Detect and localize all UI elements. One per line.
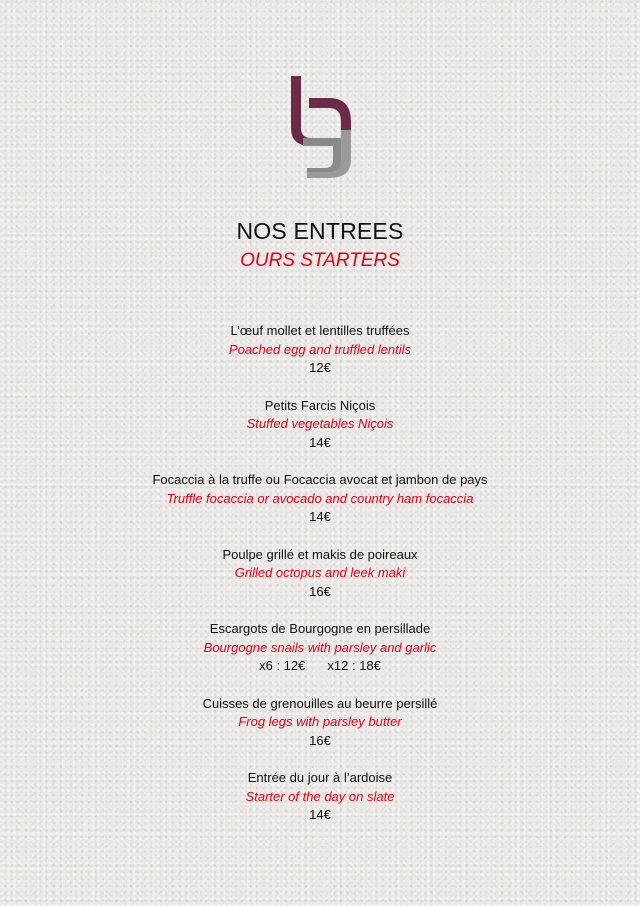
dish-price: 14€ — [309, 807, 331, 822]
dish-name-fr: Focaccia à la truffe ou Focaccia avocat et jambon de pays — [152, 472, 488, 487]
dish-name-fr: Petits Farcis Niçois — [264, 397, 376, 413]
dish-name-en: Grilled octopus and leek maki — [234, 565, 406, 580]
dish-name-fr: Entrée du jour à l’ardoise — [247, 770, 393, 785]
lg-logo-icon — [285, 76, 357, 178]
page-subtitle: OURS STARTERS — [240, 250, 400, 271]
dish-price: 16€ — [309, 583, 331, 599]
menu-item — [0, 397, 640, 472]
page-title: NOS ENTREES — [236, 218, 404, 244]
starters-list — [0, 322, 640, 844]
dish-name-en: Bourgogne snails with parsley and garlic — [203, 639, 437, 655]
dish-name-en: Truffle focaccia or avocado and country ham focaccia — [166, 490, 474, 506]
dish-price-small: x6 : 12€ — [259, 658, 306, 673]
dish-price: 14€ — [309, 509, 331, 524]
dish-name-fr: Escargots de Bourgogne en persillade — [209, 621, 431, 636]
menu-item — [0, 322, 640, 397]
dish-price-large: x12 : 18€ — [327, 658, 381, 673]
dish-price: 16€ — [309, 732, 331, 748]
dish-price: 14€ — [309, 434, 331, 450]
dish-price: 12€ — [309, 360, 331, 375]
menu-item — [0, 769, 640, 844]
dish-name-fr: Poulpe grillé et makis de poireaux — [222, 546, 418, 562]
dish-price-options — [0, 657, 640, 676]
menu-item — [0, 546, 640, 621]
dish-name-en: Starter of the day on slate — [245, 788, 395, 804]
menu-item — [0, 471, 640, 546]
dish-name-en: Poached egg and truffled lentils — [228, 341, 412, 357]
menu-headings — [0, 214, 640, 274]
dish-name-en: Frog legs with parsley butter — [238, 714, 402, 729]
dish-name-en: Stuffed vegetables Niçois — [246, 416, 394, 431]
menu-item — [0, 695, 640, 770]
dish-name-fr: Cuisses de grenouilles au beurre persillé — [202, 695, 438, 711]
menu-item — [0, 620, 640, 695]
dish-name-fr: L’œuf mollet et lentilles truffées — [230, 323, 410, 338]
